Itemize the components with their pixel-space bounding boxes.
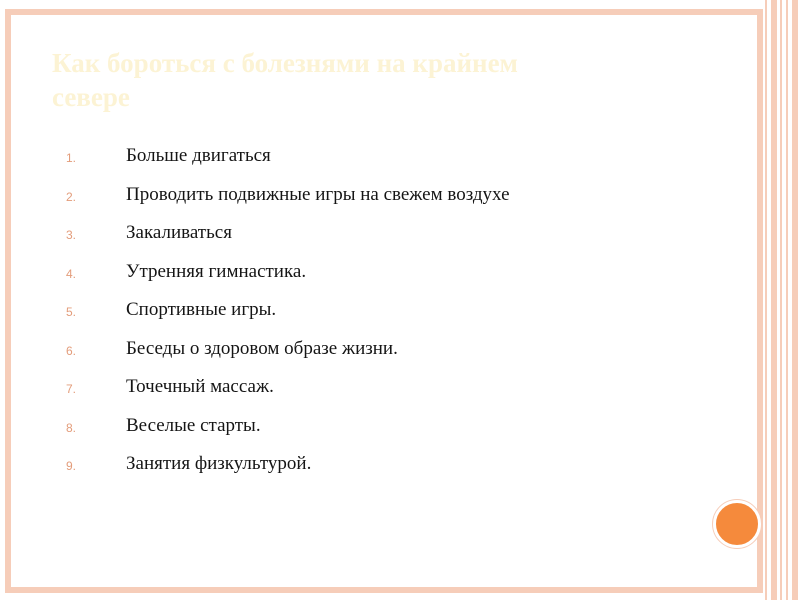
list-item-number: 1. bbox=[66, 151, 77, 165]
list-item-text: Утренняя гимнастика. bbox=[126, 260, 307, 282]
right-stripe-4 bbox=[786, 0, 788, 600]
right-stripe-3 bbox=[780, 0, 782, 600]
list-item-text: Проводить подвижные игры на свежем воздухе bbox=[126, 183, 510, 205]
list-item-number: 3. bbox=[66, 228, 77, 242]
list-item-text: Закаливаться bbox=[126, 222, 232, 243]
title-line-1: Как бороться с болезнями на крайнем bbox=[52, 48, 518, 78]
right-stripe-5 bbox=[792, 0, 798, 600]
slide-title bbox=[52, 46, 692, 114]
list-item-text: Точечный массаж. bbox=[126, 376, 274, 397]
list-item-number: 8. bbox=[66, 420, 77, 435]
list-item-text: Спортивные игры. bbox=[126, 299, 277, 320]
list-item bbox=[66, 261, 510, 300]
list-item bbox=[66, 299, 510, 338]
list-item bbox=[66, 145, 510, 184]
list-item-text: Беседы о здоровом образе жизни. bbox=[126, 337, 398, 359]
right-stripe-2 bbox=[771, 0, 777, 600]
list-item-text: Веселые старты. bbox=[126, 414, 261, 436]
list-item-number: 9. bbox=[66, 459, 77, 473]
right-stripe-1 bbox=[765, 0, 767, 600]
list-item-number: 5. bbox=[66, 305, 77, 319]
list-item bbox=[66, 453, 510, 492]
list-item-number: 4. bbox=[66, 266, 77, 281]
list-item-number: 2. bbox=[66, 189, 77, 204]
list-item bbox=[66, 376, 510, 415]
list-item bbox=[66, 222, 510, 261]
list-item-number: 6. bbox=[66, 343, 77, 358]
list-item-text: Больше двигаться bbox=[126, 145, 271, 166]
title-line-2: севере bbox=[52, 82, 130, 112]
list-item bbox=[66, 338, 510, 377]
bullet-list bbox=[66, 145, 510, 492]
list-item bbox=[66, 415, 510, 454]
list-item-text: Занятия физкультурой. bbox=[126, 453, 312, 474]
list-item bbox=[66, 184, 510, 223]
decorative-circle bbox=[713, 500, 761, 548]
list-item-number: 7. bbox=[66, 382, 77, 396]
